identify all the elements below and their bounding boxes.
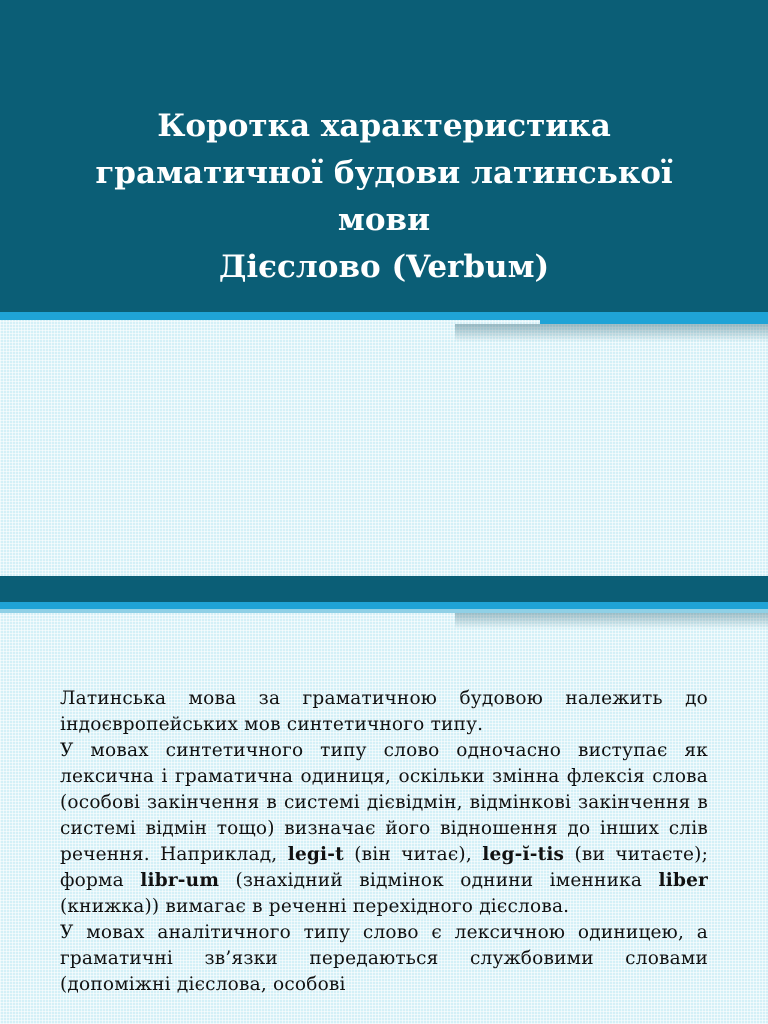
title-line-1: Коротка характеристика <box>157 108 611 144</box>
title-shadow <box>455 324 768 342</box>
paragraph-2-text-a: У мовах синтетичного типу слово одночасно виступає як лексична і граматична одиниця, оскільки змінна флексія слова (особові закінчення в системі дієвідмін, відмінкові закінчення в системі відмін тощо) визначає його відношення до інших слів речення. Наприклад, <box>60 740 708 865</box>
title-line-2: граматичної будови латинської <box>95 155 673 191</box>
title-line-4: Дієслово (Verbuм) <box>218 249 550 285</box>
paragraph-2-text-c: (він читає), <box>343 844 483 865</box>
paragraph-2 <box>60 738 708 920</box>
title-line-3: мови <box>337 202 431 238</box>
divider-shadow <box>455 613 768 629</box>
example-liber: liber <box>658 870 708 891</box>
example-librum: libr-um <box>140 870 220 891</box>
title-accent-bar <box>0 312 540 320</box>
slide-title <box>60 103 708 291</box>
example-legitis: leg-ĭ-tis <box>482 844 565 865</box>
paragraph-2-text-f: (книжка)) вимагає в реченні перехідного дієслова. <box>60 896 570 917</box>
paragraph-3: У мовах аналітичного типу слово є лексичною одиницею, а граматичні зв’язки передаються службовими словами (допоміжні дієслова, особові <box>60 922 708 995</box>
paragraph-2-text-d: (ви читаєте); форма <box>60 844 708 891</box>
title-accent-bar-right <box>540 312 768 324</box>
body-text <box>60 686 708 998</box>
divider-accent-bar <box>0 602 768 609</box>
divider-band <box>0 576 768 602</box>
title-band <box>0 0 768 312</box>
example-legit: legi-t <box>287 844 344 865</box>
paragraph-1: Латинська мова за граматичною будовою належить до індоєвропейських мов синтетичного типу. <box>60 688 708 735</box>
paragraph-2-text-e: (знахідний відмінок однини іменника <box>219 870 659 891</box>
